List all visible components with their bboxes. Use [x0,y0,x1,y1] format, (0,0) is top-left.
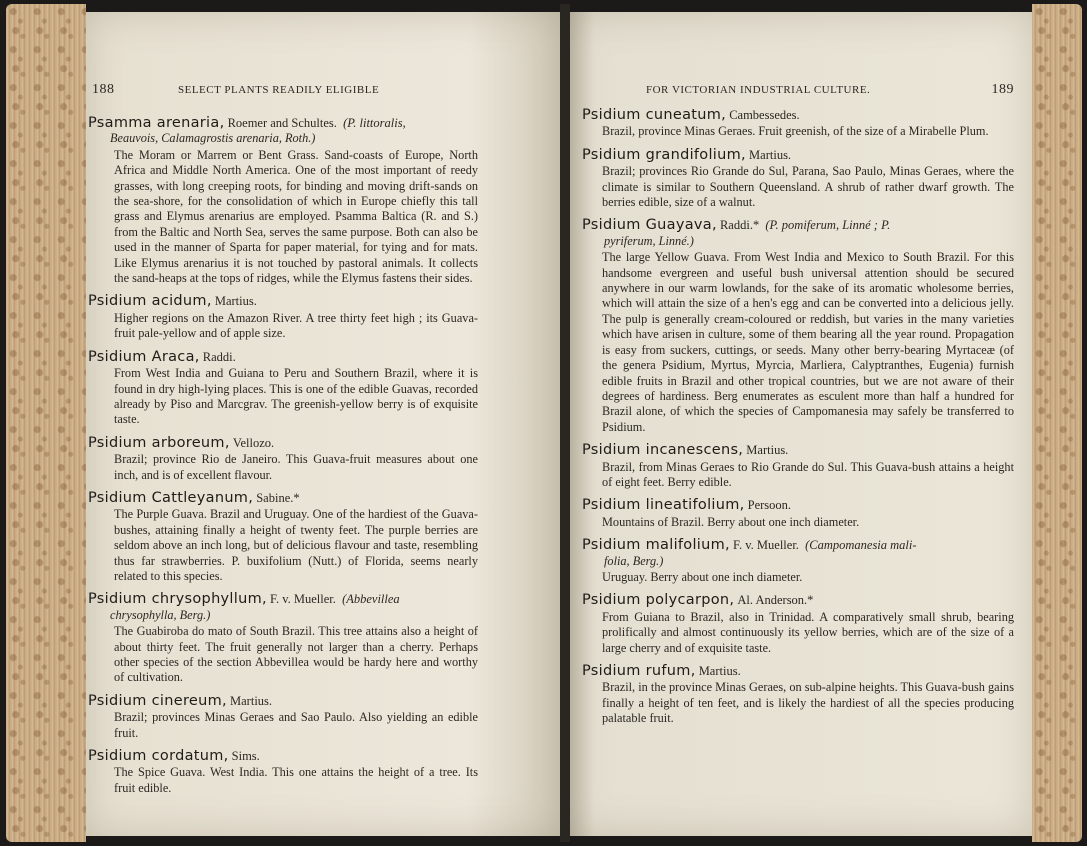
entry-description: The Guabiroba do mato of South Brazil. This tree attains also a height of about thirty feet. The fruit generally not larger than a cherry. Perhaps other species of the section Abbevillea would be hardy here and worthy of cultivation. [114,624,478,685]
left-running-title: SELECT PLANTS READILY ELIGIBLE [178,84,380,96]
entry-description: The Spice Guava. West India. This one attains the height of a tree. Its fruit edible. [114,765,478,795]
entry-heading [88,115,478,147]
species-synonym: (P. littoralis, [343,116,406,130]
species-name: Psidium cordatum, [88,748,229,765]
entry-psamma-arenaria [88,115,478,286]
species-name: Psidium Guayava, [582,217,717,234]
entry-description: Uruguay. Berry about one inch diameter. [602,569,803,584]
species-authority: F. v. Mueller. [270,592,336,607]
entry-psidium-grandifolium [582,146,1014,211]
entry-psidium-guayava [582,217,1014,435]
entry-psidium-rufum [582,663,1014,727]
species-synonym-cont: Beauvois, Calamagrostis arenaria, Roth.) [110,131,316,146]
species-name: Psamma arenaria, [88,115,225,131]
species-synonym: (Abbevillea [342,592,400,607]
entry-heading [88,434,478,451]
entry-heading [582,497,1014,514]
species-authority: Raddi. [202,349,236,364]
species-name: Psidium cuneatum, [582,107,727,123]
entry-heading [88,348,478,365]
entry-description: Brazil, from Minas Geraes to Rio Grande do Sul. This Guava-bush attains a height of eight feet. Berry edible. [602,459,1014,489]
species-synonym-cont: pyriferum, Linné.) [604,233,694,248]
entry-heading [88,489,478,506]
entry-description: Brazil; province Rio de Janeiro. This Guava-fruit measures about one inch, and is of excellent flavour. [114,452,478,482]
left-page-edges [6,4,86,842]
species-synonym-cont: folia, Berg.) [604,553,664,568]
left-page-content [88,115,478,804]
species-name: Psidium grandifolium, [582,146,746,163]
entry-heading [88,293,478,310]
entry-heading [88,692,478,709]
right-page-number: 189 [991,82,1014,97]
entry-heading [582,146,1014,163]
entry-description: Higher regions on the Amazon River. A tree thirty feet high ; its Guava-fruit pale-yellow and of apple size. [114,310,478,341]
species-authority: Roemer and Schultes. [227,116,337,130]
species-name: Psidium chrysophyllum, [88,591,267,608]
species-name: Psidium cinereum, [88,692,227,709]
species-authority: Martius. [746,443,789,458]
entry-psidium-cuneatum [582,107,1014,140]
entry-description: Brazil, province Minas Geraes. Fruit greenish, of the size of a Mirabelle Plum. [602,124,989,139]
entry-heading [582,537,1014,569]
species-synonym-cont: chrysophylla, Berg.) [110,607,211,622]
entry-heading [582,663,1014,679]
entry-heading [582,592,1014,609]
entry-description: Brazil; provinces Minas Geraes and Sao Paulo. Also yielding an edible fruit. [114,710,478,740]
species-authority: Martius. [230,693,273,708]
entry-description: The large Yellow Guava. From West India and Mexico to South Brazil. For this handsome evergreen and useful bush universal attention should be secured anywhere in our warm lowlands, for the sake of its aromatic wholesome berries, which will attain the size of a hen's egg and can be converted into a delicious jelly. The pulp is generally cream-coloured or reddish, but varies in the many varieties which have arisen in culture, some of them bearing all the year round. Propagation is easy from suckers, cuttings, or seeds. Many other berry-bearing Myrtaceæ (of the genera Psidium, Myrtus, Myrcia, Marliera, Calyptranthes, Eugenia) furnish edible fruits in Brazil and other tropical countries, but we are not aware of their degrees of hardiness. Berg enumerates as esculent more than half a hundred for Brazil alone, of which the species of Campomanesia may safely be transferred to Psidium. [602,250,1014,434]
species-name: Psidium lineatifolium, [582,497,745,514]
entry-psidium-araca [88,348,478,428]
species-authority: Cambessedes. [729,108,800,122]
entry-description: Mountains of Brazil. Berry about one inch diameter. [602,514,860,529]
species-name: Psidium acidum, [88,293,212,310]
entry-heading [88,748,478,765]
entry-psidium-cinereum [88,692,478,741]
right-running-title: FOR VICTORIAN INDUSTRIAL CULTURE. [646,84,871,96]
left-page-number: 188 [92,82,115,97]
species-authority: Persoon. [747,498,792,513]
entry-heading [88,591,478,623]
species-authority: Sims. [231,749,260,764]
entry-psidium-lineatifolium [582,497,1014,530]
species-synonym: (Campomanesia mali- [805,538,917,553]
entry-psidium-arboreum [88,434,478,483]
species-name: Psidium rufum, [582,663,696,679]
entry-psidium-chrysophyllum [88,591,478,685]
entry-heading [582,442,1014,459]
species-name: Psidium malifolium, [582,537,730,554]
entry-description: Brazil, in the province Minas Geraes, on sub-alpine heights. This Guava-bush gains finally a height of ten feet, and is likely the hardiest of all the species producing palatable fruit. [602,680,1014,726]
entry-description: The Purple Guava. Brazil and Uruguay. One of the hardiest of the Guava-bushes, attaining finally a height of twenty feet. The purple berries are seldom above an inch long, but of delicious flavour and taste, resembling thus far strawberries. P. buxifolium (Nutt.) of Florida, seems nearly related to this species. [114,507,478,583]
entry-description: The Moram or Marrem or Bent Grass. Sand-coasts of Europe, North Africa and Middle North America. One of the most important of reedy grasses, with long creeping roots, for binding and moving drift-sands on the sea-shore, for the consolidation of which in Europe chiefly this tall grass and Elymus arenarius are employed. Psamma Baltica (R. and S.) from the Baltic and North Sea, serves the same purpose. Both can also be used in the manner of Sparta for paper material, for tying and for mats. Like Elymus arenarius it is not touched by pastoral animals. It collects the sand-heaps at the tops of ridges, while the Elymus fastens their sides. [114,147,478,286]
entry-psidium-acidum [88,293,478,341]
species-name: Psidium Araca, [88,348,200,365]
entry-psidium-malifolium [582,537,1014,585]
right-page-content [582,107,1014,735]
species-authority: Martius. [214,294,257,309]
right-page-edges [1032,4,1082,842]
entry-psidium-incanescens [582,442,1014,490]
entry-description: Brazil; provinces Rio Grande do Sul, Parana, Sao Paulo, Minas Geraes, where the climate is similar to Southern Queensland. A shrub of rather dwarf growth. The berries edible, size of a walnut. [602,164,1014,210]
species-synonym: (P. pomiferum, Linné ; P. [765,218,891,233]
species-authority: Martius. [698,664,741,678]
species-authority: Sabine.* [256,490,300,505]
species-name: Psidium Cattleyanum, [88,489,254,506]
entry-psidium-cordatum [88,748,478,796]
species-name: Psidium incanescens, [582,442,744,459]
species-name: Psidium arboreum, [88,434,230,451]
species-authority: Al. Anderson.* [737,593,814,608]
entry-description: From Guiana to Brazil, also in Trinidad. A comparatively small shrub, bearing prolifically and almost continuously its yellow berries, which are of the size of a large cherry and of exquisite taste. [602,609,1014,655]
entry-heading [582,107,1014,123]
species-authority: Vellozo. [232,435,275,450]
entry-description: From West India and Guiana to Peru and Southern Brazil, where it is found in dry high-lying places. This is one of the edible Guavas, recorded already by Piso and Marcgrav. The greenish-yellow berry is of exquisite taste. [114,366,478,427]
species-authority: F. v. Mueller. [733,538,799,553]
right-page-text [566,0,1032,846]
entry-psidium-cattleyanum [88,489,478,584]
species-name: Psidium polycarpon, [582,592,735,609]
species-authority: Martius. [749,147,792,162]
species-authority: Raddi.* [719,218,760,233]
entry-heading [582,217,1014,249]
entry-psidium-polycarpon [582,592,1014,656]
